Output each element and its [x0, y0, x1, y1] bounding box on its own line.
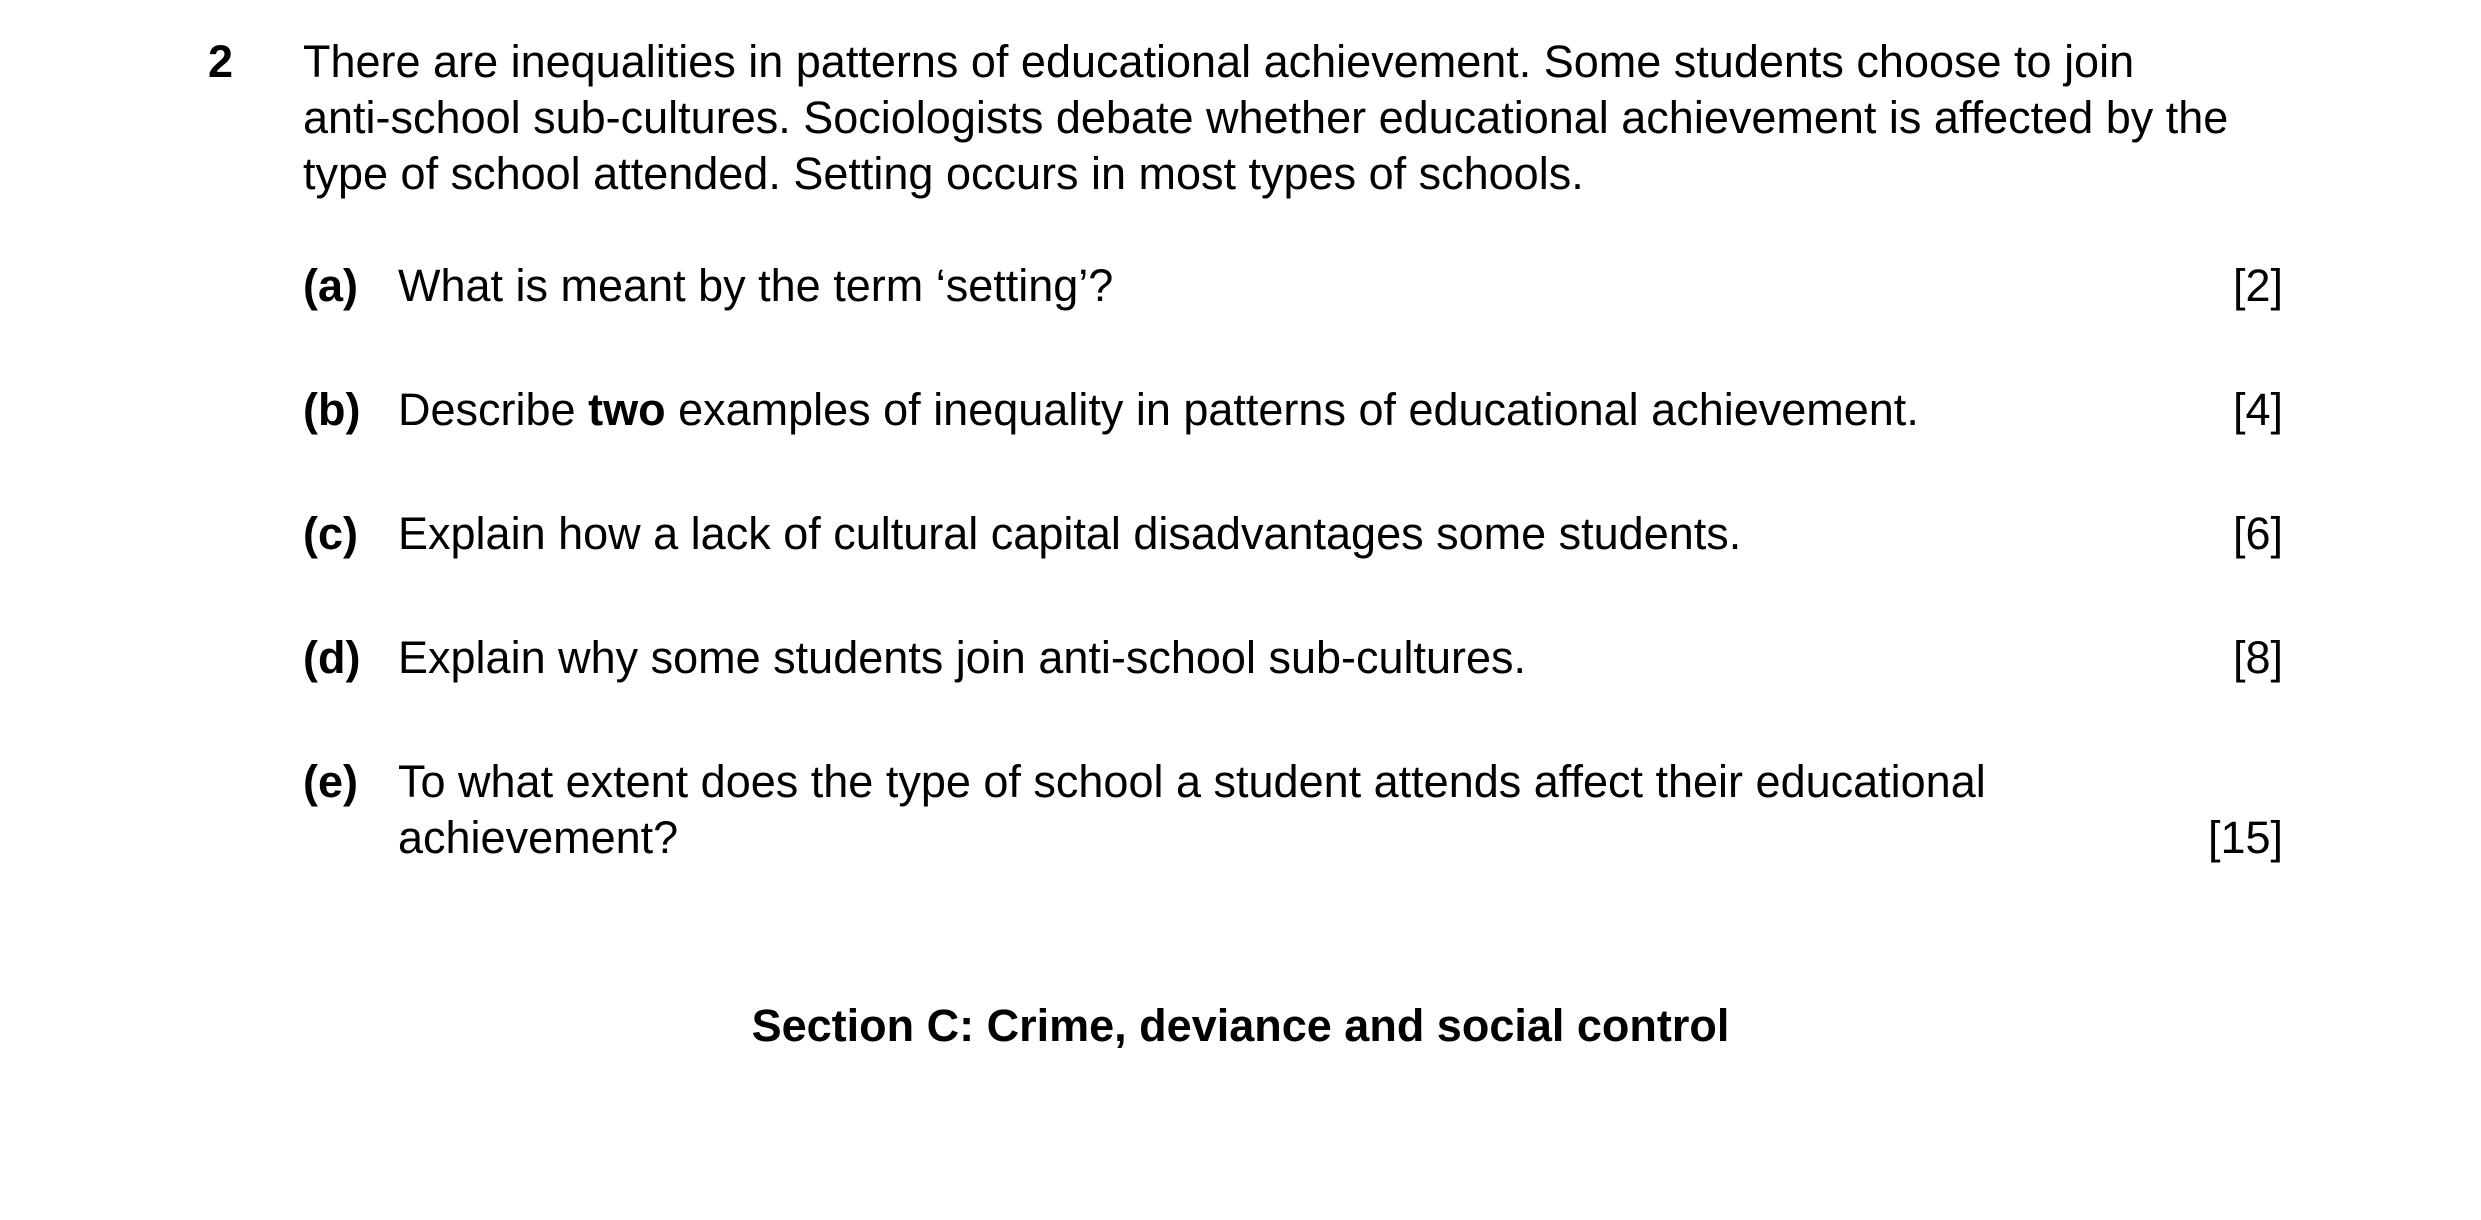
section-heading: Section C: Crime, deviance and social control [751, 1000, 1730, 1051]
part-letter: (e) [303, 756, 358, 807]
part-marks: [15] [2207, 812, 2283, 863]
part-text-segment: Describe [398, 384, 589, 435]
part-marks: [6] [2232, 508, 2283, 559]
question-part-d [303, 630, 2283, 686]
part-letter: (a) [303, 260, 358, 311]
question-number: 2 [208, 36, 234, 87]
question-part-b [303, 382, 2283, 438]
part-text [398, 382, 2158, 438]
part-text-line [398, 382, 2158, 438]
part-marks: [4] [2232, 384, 2283, 435]
part-text [398, 630, 2158, 686]
stem-line: anti-school sub-cultures. Sociologists debate whether educational achievement is affected by the [303, 92, 2229, 143]
question-part-a [303, 258, 2283, 314]
question-part-c [303, 506, 2283, 562]
part-text-line: What is meant by the term ‘setting’? [398, 260, 1114, 311]
part-letter: (b) [303, 384, 361, 435]
question-stem [303, 34, 2303, 202]
part-text-line: Explain why some students join anti-school sub-cultures. [398, 632, 1527, 683]
part-text-segment: examples of inequality in patterns of educational achievement. [665, 384, 1919, 435]
part-marks: [2] [2232, 260, 2283, 311]
part-text [398, 258, 2158, 314]
stem-line: There are inequalities in patterns of educational achievement. Some students choose to join [303, 36, 2135, 87]
part-text-line: Explain how a lack of cultural capital disadvantages some students. [398, 508, 1742, 559]
part-text [398, 506, 2158, 562]
stem-line: type of school attended. Setting occurs in most types of schools. [303, 148, 1584, 199]
part-letter: (d) [303, 632, 361, 683]
question-part-e [303, 754, 2283, 866]
part-marks: [8] [2232, 632, 2283, 683]
part-text-line: To what extent does the type of school a student attends affect their educational [398, 756, 1986, 807]
part-text-line: achievement? [398, 812, 679, 863]
part-text [398, 754, 2158, 866]
part-letter: (c) [303, 508, 358, 559]
part-text-emphasis: two [588, 384, 666, 435]
